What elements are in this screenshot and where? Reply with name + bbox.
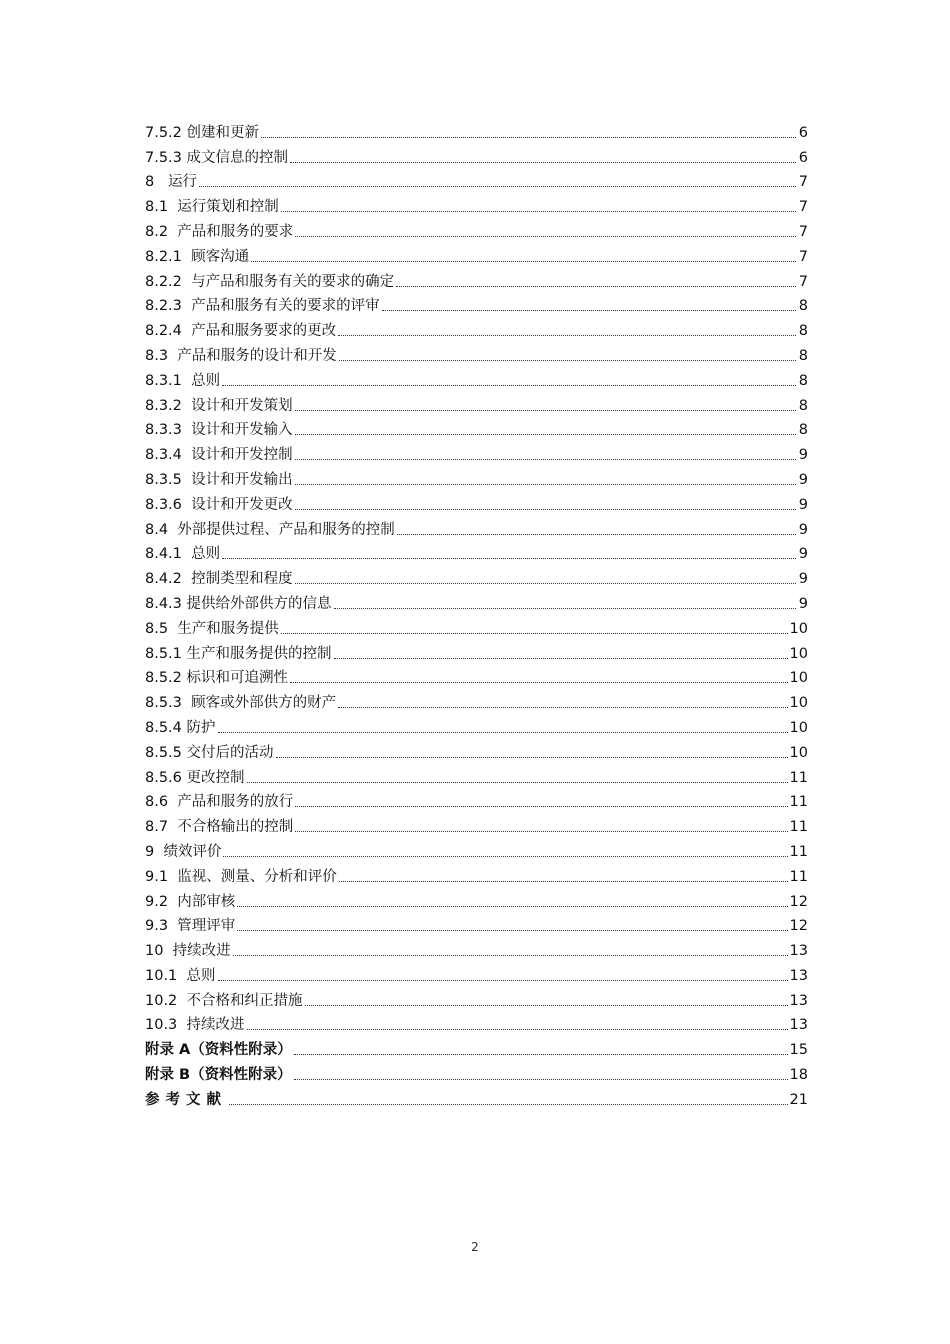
toc-dot-leader [334, 607, 796, 609]
toc-entry-title: 8.3.5 设计和开发输出 [145, 471, 293, 488]
toc-entry[interactable] [145, 167, 808, 192]
toc-dot-leader [218, 731, 788, 733]
toc-entry-title: 8.5.3 顾客或外部供方的财产 [145, 695, 337, 712]
toc-entry[interactable] [145, 638, 808, 663]
toc-entry-page: 9 [798, 521, 808, 538]
toc-entry-title: 8.3.1 总则 [145, 372, 221, 389]
toc-entry[interactable] [145, 712, 808, 737]
toc-entry[interactable] [145, 142, 808, 167]
toc-entry-title: 9.2 内部审核 [145, 893, 236, 910]
toc-entry-page: 18 [789, 1067, 808, 1084]
toc-dot-leader [229, 1103, 788, 1105]
toc-entry-title: 8.3.3 设计和开发输入 [145, 422, 293, 439]
toc-dot-leader [281, 632, 788, 634]
toc-dot-leader [247, 781, 788, 783]
toc-entry[interactable] [145, 1059, 808, 1084]
toc-entry-title: 9.1 监视、测量、分析和评价 [145, 868, 337, 885]
toc-entry[interactable] [145, 365, 808, 390]
toc-dot-leader [247, 1028, 788, 1030]
toc-dot-leader [199, 185, 796, 187]
toc-entry-title: 8.3.6 设计和开发更改 [145, 496, 293, 513]
toc-entry-title: 7.5.2 创建和更新 [145, 124, 260, 141]
toc-dot-leader [222, 557, 796, 559]
toc-dot-leader [251, 260, 796, 262]
toc-dot-leader [281, 210, 796, 212]
toc-entry-title: 8.4.3 提供给外部供方的信息 [145, 595, 332, 612]
toc-entry-page: 10 [789, 744, 808, 761]
toc-dot-leader [295, 805, 787, 807]
toc-entry[interactable] [145, 390, 808, 415]
toc-dot-leader [295, 508, 796, 510]
toc-dot-leader [261, 136, 796, 138]
toc-entry-page: 7 [798, 223, 808, 240]
toc-dot-leader [237, 905, 787, 907]
toc-entry-title: 参考文献 [145, 1091, 227, 1108]
toc-entry[interactable] [145, 960, 808, 985]
toc-entry-page: 11 [789, 769, 808, 786]
toc-entry[interactable] [145, 340, 808, 365]
toc-entry[interactable] [145, 191, 808, 216]
toc-entry[interactable] [145, 836, 808, 861]
toc-entry-title: 8.3.4 设计和开发控制 [145, 447, 293, 464]
toc-entry-title: 8.2.4 产品和服务要求的更改 [145, 323, 337, 340]
toc-entry[interactable] [145, 315, 808, 340]
toc-entry-page: 12 [789, 918, 808, 935]
toc-dot-leader [382, 309, 796, 311]
toc-entry[interactable] [145, 985, 808, 1010]
toc-entry-title: 7.5.3 成文信息的控制 [145, 149, 289, 166]
toc-entry[interactable] [145, 514, 808, 539]
toc-dot-leader [290, 681, 788, 683]
toc-entry-title: 8.2.1 顾客沟通 [145, 248, 250, 265]
toc-entry-title: 8.4.2 控制类型和程度 [145, 571, 293, 588]
toc-entry-page: 8 [798, 422, 808, 439]
toc-entry-page: 11 [789, 868, 808, 885]
toc-entry[interactable] [145, 563, 808, 588]
toc-entry-page: 13 [789, 992, 808, 1009]
toc-entry[interactable] [145, 1010, 808, 1035]
toc-entry-title: 附录 A（资料性附录） [145, 1042, 292, 1059]
toc-entry-title: 8.3 产品和服务的设计和开发 [145, 347, 337, 364]
toc-entry-page: 7 [798, 273, 808, 290]
toc-entry[interactable] [145, 663, 808, 688]
toc-entry[interactable] [145, 117, 808, 142]
toc-dot-leader [295, 235, 796, 237]
toc-dot-leader [295, 483, 796, 485]
toc-entry-page: 6 [798, 149, 808, 166]
toc-entry-page: 8 [798, 298, 808, 315]
toc-entry-page: 9 [798, 496, 808, 513]
toc-entry-title: 8 运行 [145, 174, 198, 191]
toc-dot-leader [338, 706, 787, 708]
toc-dot-leader [294, 1078, 788, 1080]
toc-dot-leader [276, 756, 788, 758]
toc-entry[interactable] [145, 489, 808, 514]
toc-entry-page: 8 [798, 347, 808, 364]
toc-entry-page: 15 [789, 1042, 808, 1059]
toc-dot-leader [295, 458, 796, 460]
toc-entry-page: 8 [798, 323, 808, 340]
toc-entry-page: 10 [789, 645, 808, 662]
toc-entry[interactable] [145, 886, 808, 911]
toc-entry-title: 8.2.3 产品和服务有关的要求的评审 [145, 298, 380, 315]
toc-entry-page: 13 [789, 943, 808, 960]
toc-entry-page: 9 [798, 546, 808, 563]
toc-entry-title: 8.2.2 与产品和服务有关的要求的确定 [145, 273, 395, 290]
toc-entry-page: 7 [798, 174, 808, 191]
toc-entry-title: 附录 B（资料性附录） [145, 1067, 292, 1084]
toc-entry[interactable] [145, 911, 808, 936]
toc-entry[interactable] [145, 687, 808, 712]
toc-dot-leader [295, 830, 787, 832]
toc-entry-title: 8.7 不合格输出的控制 [145, 819, 294, 836]
toc-entry-page: 9 [798, 571, 808, 588]
toc-dot-leader [295, 409, 796, 411]
toc-entry[interactable] [145, 241, 808, 266]
toc-entry-page: 11 [789, 794, 808, 811]
toc-entry-page: 13 [789, 967, 808, 984]
toc-dot-leader [295, 433, 796, 435]
toc-entry-page: 10 [789, 620, 808, 637]
toc-entry-title: 9.3 管理评审 [145, 918, 236, 935]
toc-entry-page: 11 [789, 843, 808, 860]
toc-entry-title: 8.4 外部提供过程、产品和服务的控制 [145, 521, 395, 538]
toc-entry[interactable] [145, 811, 808, 836]
toc-dot-leader [237, 929, 787, 931]
toc-entry-title: 10 持续改进 [145, 943, 231, 960]
toc-dot-leader [218, 979, 788, 981]
toc-entry[interactable] [145, 464, 808, 489]
toc-dot-leader [396, 285, 796, 287]
page-number: 2 [471, 1240, 479, 1254]
toc-entry[interactable] [145, 216, 808, 241]
toc-entry-page: 7 [798, 199, 808, 216]
toc-entry-page: 7 [798, 248, 808, 265]
toc-entry-title: 8.5.6 更改控制 [145, 769, 245, 786]
toc-entry-page: 8 [798, 397, 808, 414]
toc-entry-page: 12 [789, 893, 808, 910]
toc-entry-title: 10.3 持续改进 [145, 1017, 245, 1034]
toc-entry-page: 10 [789, 670, 808, 687]
toc-entry-page: 8 [798, 372, 808, 389]
toc-entry-title: 8.2 产品和服务的要求 [145, 223, 294, 240]
toc-dot-leader [305, 1004, 788, 1006]
toc-entry[interactable] [145, 539, 808, 564]
toc-entry[interactable] [145, 861, 808, 886]
toc-dot-leader [397, 533, 796, 535]
toc-entry[interactable] [145, 737, 808, 762]
toc-entry[interactable] [145, 291, 808, 316]
toc-entry-title: 8.5.2 标识和可追溯性 [145, 670, 289, 687]
toc-entry[interactable] [145, 613, 808, 638]
toc-entry-title: 10.1 总则 [145, 967, 216, 984]
table-of-contents [145, 117, 808, 1109]
toc-dot-leader [338, 334, 796, 336]
toc-entry-title: 8.5.4 防护 [145, 719, 216, 736]
toc-dot-leader [295, 582, 796, 584]
toc-entry-title: 9 绩效评价 [145, 843, 222, 860]
toc-entry-page: 9 [798, 447, 808, 464]
toc-entry-title: 8.6 产品和服务的放行 [145, 794, 294, 811]
toc-entry-page: 11 [789, 819, 808, 836]
toc-dot-leader [339, 880, 788, 882]
toc-entry-title: 8.5.5 交付后的活动 [145, 744, 274, 761]
toc-entry[interactable] [145, 266, 808, 291]
toc-entry-title: 8.1 运行策划和控制 [145, 199, 279, 216]
toc-dot-leader [339, 359, 796, 361]
toc-dot-leader [290, 161, 796, 163]
toc-dot-leader [223, 855, 787, 857]
toc-entry[interactable] [145, 415, 808, 440]
toc-entry-page: 10 [789, 719, 808, 736]
toc-entry-page: 10 [789, 695, 808, 712]
toc-entry-page: 9 [798, 595, 808, 612]
toc-dot-leader [222, 384, 796, 386]
toc-entry[interactable] [145, 787, 808, 812]
toc-entry-title: 8.5 生产和服务提供 [145, 620, 279, 637]
toc-entry-page: 9 [798, 471, 808, 488]
toc-entry-title: 8.4.1 总则 [145, 546, 221, 563]
toc-entry[interactable] [145, 588, 808, 613]
toc-entry-title: 8.3.2 设计和开发策划 [145, 397, 293, 414]
toc-entry-page: 21 [789, 1091, 808, 1108]
toc-dot-leader [294, 1053, 788, 1055]
toc-dot-leader [233, 954, 788, 956]
toc-entry[interactable] [145, 439, 808, 464]
toc-entry-title: 10.2 不合格和纠正措施 [145, 992, 303, 1009]
toc-entry[interactable] [145, 762, 808, 787]
toc-dot-leader [334, 657, 788, 659]
toc-entry[interactable] [145, 1084, 808, 1109]
toc-entry[interactable] [145, 935, 808, 960]
toc-entry-page: 13 [789, 1017, 808, 1034]
toc-entry-page: 6 [798, 124, 808, 141]
toc-entry-title: 8.5.1 生产和服务提供的控制 [145, 645, 332, 662]
toc-entry[interactable] [145, 1034, 808, 1059]
